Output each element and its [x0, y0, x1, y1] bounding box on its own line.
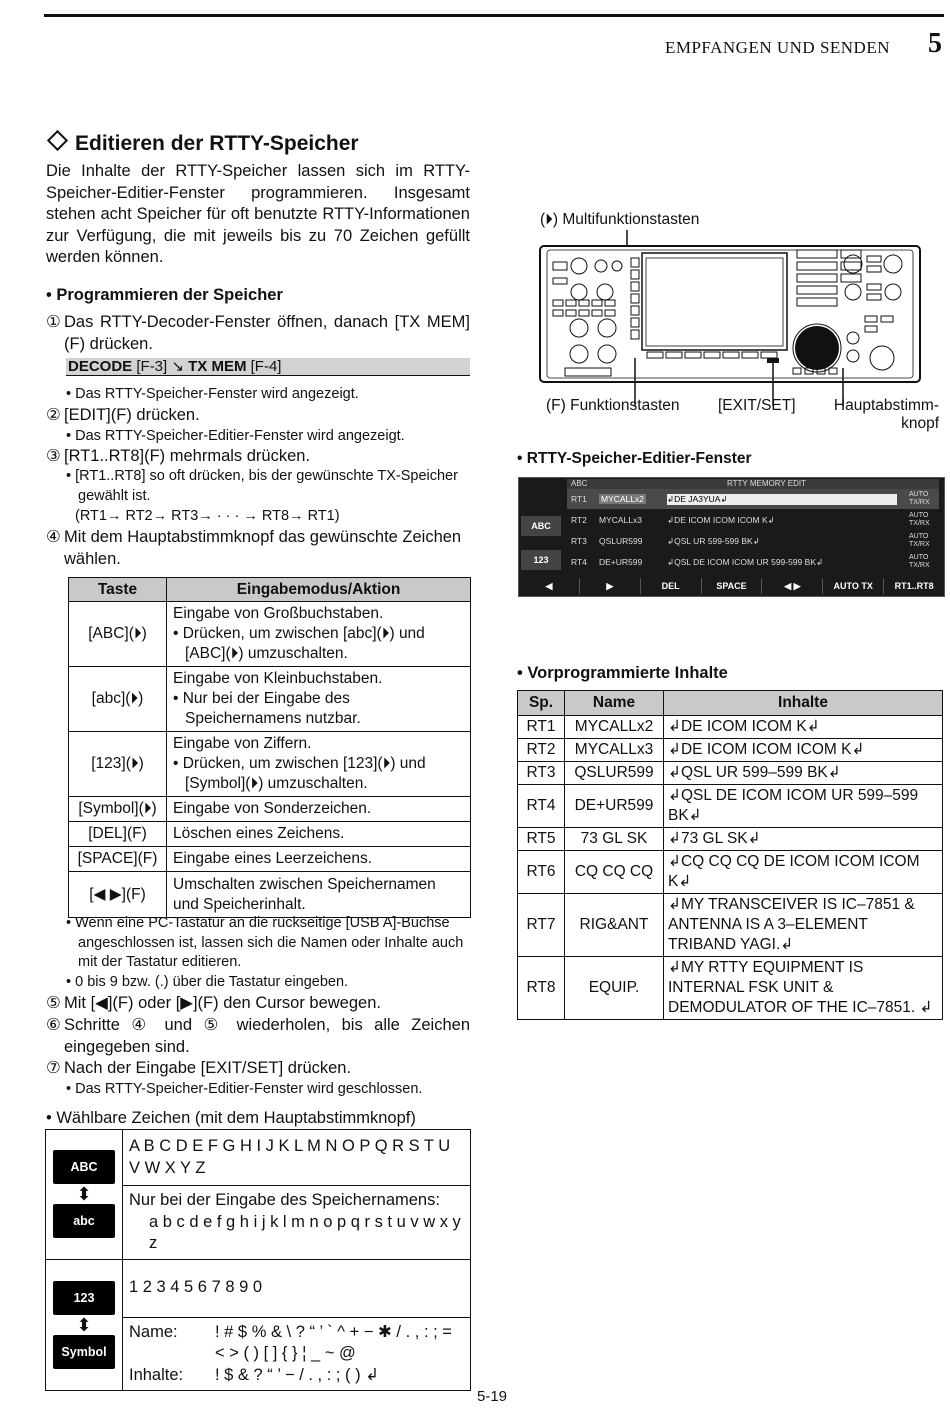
upper-chars: A B C D E F G H I J K L M N O P Q R S T U V W X Y Z [123, 1130, 471, 1186]
preset-cell-sp: RT6 [518, 851, 565, 894]
preset-cell-sp: RT1 [518, 716, 565, 739]
screen-memory-row[interactable] [567, 531, 939, 551]
key-table-header-action: Eingabemodus/Aktion [167, 578, 471, 602]
screen-window-title: RTTY MEMORY EDIT [727, 479, 806, 488]
screen-toggle-key[interactable]: ◀ ▶ [762, 578, 823, 594]
preset-cell-name: RIG&ANT [565, 894, 664, 957]
preset-cell-name: MYCALLx2 [565, 716, 664, 739]
screen-row-id: RT4 [571, 557, 587, 567]
menu-path: DECODE [F-3] ↘ TX MEM [F-4] [66, 358, 470, 376]
screen-row-content: ↲QSL UR 599-599 BK↲ [667, 536, 760, 546]
preset-cell-content: ↲CQ CQ CQ DE ICOM ICOM ICOM K↲ [664, 851, 943, 894]
multifunction-label: (⏵) Multifunktionstasten [540, 211, 700, 228]
screen-row-mode: AUTO TX/RX [909, 554, 930, 569]
usb-note: • Wenn eine PC-Tastatur an die rückseitige [USB A]-Buchse angeschlossen ist, lassen sich die Namen oder Inhalte auch mit der Tastatur editieren. [66, 915, 464, 970]
screen-row-id: RT3 [571, 536, 587, 546]
abc-buttons-cell [46, 1130, 123, 1260]
step-7: ⑦ Nach der Eingabe [EXIT/SET] drücken. [46, 1059, 352, 1077]
screen-function-bar [519, 578, 944, 594]
screen-row-name: DE+UR599 [599, 557, 643, 567]
chars-title: • Wählbare Zeichen (mit dem Hauptabstimmknopf) [46, 1109, 416, 1127]
preset-cell-name: EQUIP. [565, 957, 664, 1020]
function-keys-label: (F) Funktionstasten [546, 397, 680, 414]
rtty-memory-edit-screen [518, 477, 945, 597]
screen-left-key[interactable]: ◀ [519, 578, 580, 594]
screen-right-key[interactable]: ▶ [580, 578, 641, 594]
table-row [518, 739, 943, 762]
updown-arrow-icon: ⬍ [76, 1184, 92, 1205]
table-row: [Symbol](⏵) Eingabe von Sonderzeichen. [69, 797, 471, 822]
symbol-button: Symbol [53, 1335, 115, 1369]
preset-cell-sp: RT3 [518, 762, 565, 785]
step-2-note: • Das RTTY-Speicher-Editier-Fenster wird angezeigt. [66, 428, 405, 444]
step-6: ⑥ Schritte ④ und ⑤ wiederholen, bis alle Zeichen eingegeben sind. [46, 1016, 470, 1056]
step-1: ① Das RTTY-Decoder-Fenster öffnen, danach [TX MEM](F) drücken. [46, 313, 470, 353]
preset-cell-name: QSLUR599 [565, 762, 664, 785]
programming-title: • Programmieren der Speicher [46, 286, 283, 304]
table-row [518, 762, 943, 785]
preset-cell-name: 73 GL SK [565, 828, 664, 851]
chars-table [45, 1129, 471, 1391]
preset-cell-content: ↲DE ICOM ICOM K↲ [664, 716, 943, 739]
preset-cell-content: ↲MY TRANSCEIVER IS IC–7851 & ANTENNA IS A 3–ELEMENT TRIBAND YAGI.↲ [664, 894, 943, 957]
screen-space-key[interactable]: SPACE [702, 578, 763, 594]
screen-abc-button[interactable]: ABC [521, 516, 561, 536]
step-1-note: • Das RTTY-Speicher-Fenster wird angezeigt. [66, 386, 359, 402]
step-3: ③ [RT1..RT8](F) mehrmals drücken. [46, 447, 311, 465]
preset-cell-content: ↲MY RTTY EQUIPMENT IS INTERNAL FSK UNIT & DEMODULATOR OF THE IC–7851. ↲ [664, 957, 943, 1020]
preset-title: • Vorprogrammierte Inhalte [517, 664, 728, 682]
transceiver-illustration [535, 228, 925, 406]
screen-memory-row[interactable] [567, 552, 939, 572]
screen-row-mode: AUTO TX/RX [909, 512, 930, 527]
table-row: [◀ ▶](F) Umschalten zwischen Speichernamen und Speicherinhalt. [69, 872, 471, 918]
screen-rt-key[interactable]: RT1..RT8 [894, 581, 934, 591]
screen-row-mode: AUTO TX/RX [909, 533, 930, 548]
preset-cell-sp: RT4 [518, 785, 565, 828]
table-row: [abc](⏵) Eingabe von Kleinbuchstaben. • Nur bei der Eingabe des Speichernamens nutzbar. [69, 667, 471, 732]
preset-cell-name: DE+UR599 [565, 785, 664, 828]
preset-header-sp: Sp. [518, 691, 565, 716]
preset-table [517, 690, 943, 1020]
table-row: [DEL](F) Löschen eines Zeichens. [69, 822, 471, 847]
preset-header-content: Inhalte [664, 691, 943, 716]
num-button: 123 [53, 1281, 115, 1315]
screen-row-name: MYCALLx2 [601, 494, 644, 504]
table-row [518, 828, 943, 851]
step-5: ⑤ Mit [◀](F) oder [▶](F) den Cursor bewegen. [46, 994, 381, 1012]
screen-del-key[interactable]: DEL [641, 578, 702, 594]
symbol-chars-cell: Name: ! # $ % & \ ? “ ’ ` ^ + − ✱ / . , : ; = < > ( ) [ ] { } ¦ _ ~ @ Inhalte: ! $ & ? “ ’ − / . , : ; ( ) ↲ [123, 1317, 471, 1391]
screen-title: • RTTY-Speicher-Editier-Fenster [517, 450, 752, 467]
updown-arrow-icon: ⬍ [76, 1314, 92, 1335]
preset-cell-content: ↲QSL UR 599–599 BK↲ [664, 762, 943, 785]
screen-row-id: RT1 [571, 494, 587, 504]
screen-row-mode: AUTO TX/RX [909, 491, 930, 506]
chapter-number: 5 [928, 28, 942, 59]
screen-memory-row[interactable] [567, 489, 939, 509]
table-row [518, 716, 943, 739]
diamond-icon [47, 130, 68, 151]
screen-row-name: MYCALLx3 [599, 515, 642, 525]
screen-corner-label: ABC [571, 479, 588, 488]
table-row: [SPACE](F) Eingabe eines Leerzeichens. [69, 847, 471, 872]
preset-cell-name: CQ CQ CQ [565, 851, 664, 894]
screen-row-id: RT2 [571, 515, 587, 525]
main-dial-label: Hauptabstimm- knopf [833, 397, 939, 432]
table-row: [123](⏵) Eingabe von Ziffern. • Drücken, um zwischen [123](⏵) und [Symbol](⏵) umzuschalten. [69, 732, 471, 797]
preset-cell-sp: RT2 [518, 739, 565, 762]
screen-row-name: QSLUR599 [599, 536, 643, 546]
preset-cell-sp: RT8 [518, 957, 565, 1020]
abc-lower-button: abc [53, 1204, 115, 1238]
num-buttons-cell [46, 1259, 123, 1391]
screen-auto-tx-key[interactable]: AUTO TX [823, 578, 884, 594]
header-rule [44, 14, 944, 17]
preset-cell-sp: RT7 [518, 894, 565, 957]
preset-cell-name: MYCALLx3 [565, 739, 664, 762]
digit-chars: 1 2 3 4 5 6 7 8 9 0 [123, 1259, 471, 1317]
preset-cell-content: ↲QSL DE ICOM ICOM UR 599–599 BK↲ [664, 785, 943, 828]
section-title: Editieren der RTTY-Speicher [46, 132, 359, 156]
screen-row-content: ↲QSL DE ICOM ICOM UR 599-599 BK↲ [667, 557, 824, 567]
running-header: EMPFANGEN UND SENDEN [664, 38, 890, 57]
exit-set-label: [EXIT/SET] [718, 397, 796, 414]
screen-123-button[interactable]: 123 [521, 550, 561, 570]
step-3-note: • [RT1..RT8] so oft drücken, bis der gewünschte TX-Speicher gewählt ist. [66, 468, 458, 504]
page-number: 5-19 [477, 1388, 508, 1405]
lower-chars-cell: Nur bei der Eingabe des Speichernamens: a b c d e f g h i j k l m n o p q r s t u v w x y z [123, 1186, 471, 1260]
abc-upper-button: ABC [53, 1150, 115, 1184]
screen-memory-row[interactable] [567, 510, 939, 530]
step-2: ② [EDIT](F) drücken. [46, 406, 200, 424]
preset-cell-sp: RT5 [518, 828, 565, 851]
keyboard-note: • 0 bis 9 bzw. (.) über die Tastatur eingeben. [66, 974, 349, 990]
step-4: ④ Mit dem Hauptabstimmknopf das gewünschte Zeichen wählen. [46, 528, 462, 568]
screen-row-content: ↲DE ICOM ICOM ICOM K↲ [667, 515, 775, 525]
preset-header-name: Name [565, 691, 664, 716]
step-3-sequence: (RT1→ RT2→ RT3→ · · · → RT8→ RT1) [75, 508, 340, 524]
table-row [518, 894, 943, 957]
step-7-note: • Das RTTY-Speicher-Editier-Fenster wird geschlossen. [66, 1081, 423, 1097]
preset-cell-content: ↲DE ICOM ICOM ICOM K↲ [664, 739, 943, 762]
table-row [518, 851, 943, 894]
intro-paragraph: Die Inhalte der RTTY-Speicher lassen sich im RTTY-Speicher-Editier-Fenster programmieren. Insgesamt stehen acht Speicher für oft benutzte RTTY-Informationen zur Verfügung, die mit jeweils bis zu 70 Zeichen gefüllt werden können. [46, 162, 470, 266]
table-row [518, 785, 943, 828]
key-table-header-key: Taste [69, 578, 167, 602]
table-row [518, 957, 943, 1020]
table-row: [ABC](⏵) Eingabe von Großbuchstaben. • Drücken, um zwischen [abc](⏵) und [ABC](⏵) umzuschalten. [69, 602, 471, 667]
preset-cell-content: ↲73 GL SK↲ [664, 828, 943, 851]
screen-row-content: ↲DE JA3YUA↲ [667, 494, 897, 505]
key-table [68, 577, 471, 918]
